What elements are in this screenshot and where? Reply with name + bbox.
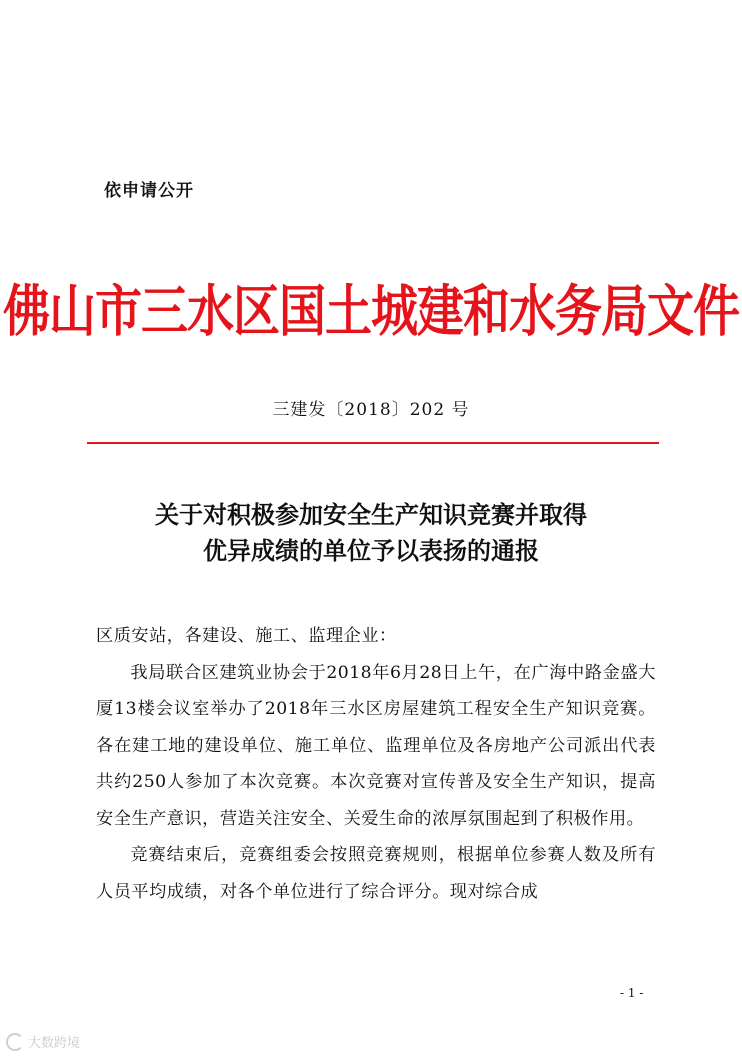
- red-divider-line: [87, 442, 659, 444]
- watermark: [6, 1032, 80, 1051]
- watermark-logo-icon: [6, 1033, 24, 1051]
- document-title-line-2: 优异成绩的单位予以表扬的通报: [203, 536, 539, 565]
- document-title-line-1: 关于对积极参加安全生产知识竞赛并取得: [155, 500, 587, 529]
- disclosure-label: 依申请公开: [104, 181, 194, 201]
- document-body: [96, 618, 656, 910]
- body-paragraph-1: 我局联合区建筑业协会于2018年6月28日上午，在广海中路金盛大厦13楼会议室举办了2018年三水区房屋建筑工程安全生产知识竞赛。各在建工地的建设单位、施工单位、监理单位及各房地产公司派出代表共约250人参加了本次竞赛。本次竞赛对宣传普及安全生产知识，提高安全生产意识，营造关注安全、关爱生命的浓厚氛围起到了积极作用。: [96, 662, 656, 829]
- agency-title: 佛山市三水区国土城建和水务局文件: [3, 279, 739, 345]
- document-number: 三建发〔2018〕202 号: [272, 400, 470, 420]
- body-paragraph-2: 竞赛结束后，竞赛组委会按照竞赛规则，根据单位参赛人数及所有人员平均成绩，对各个单位进行了综合评分。现对综合成: [96, 845, 656, 902]
- salutation: 区质安站，各建设、施工、监理企业：: [96, 626, 397, 646]
- watermark-text: 大数跨境: [28, 1036, 81, 1051]
- page-number: - 1 -: [620, 986, 644, 1000]
- document-title: [0, 497, 742, 569]
